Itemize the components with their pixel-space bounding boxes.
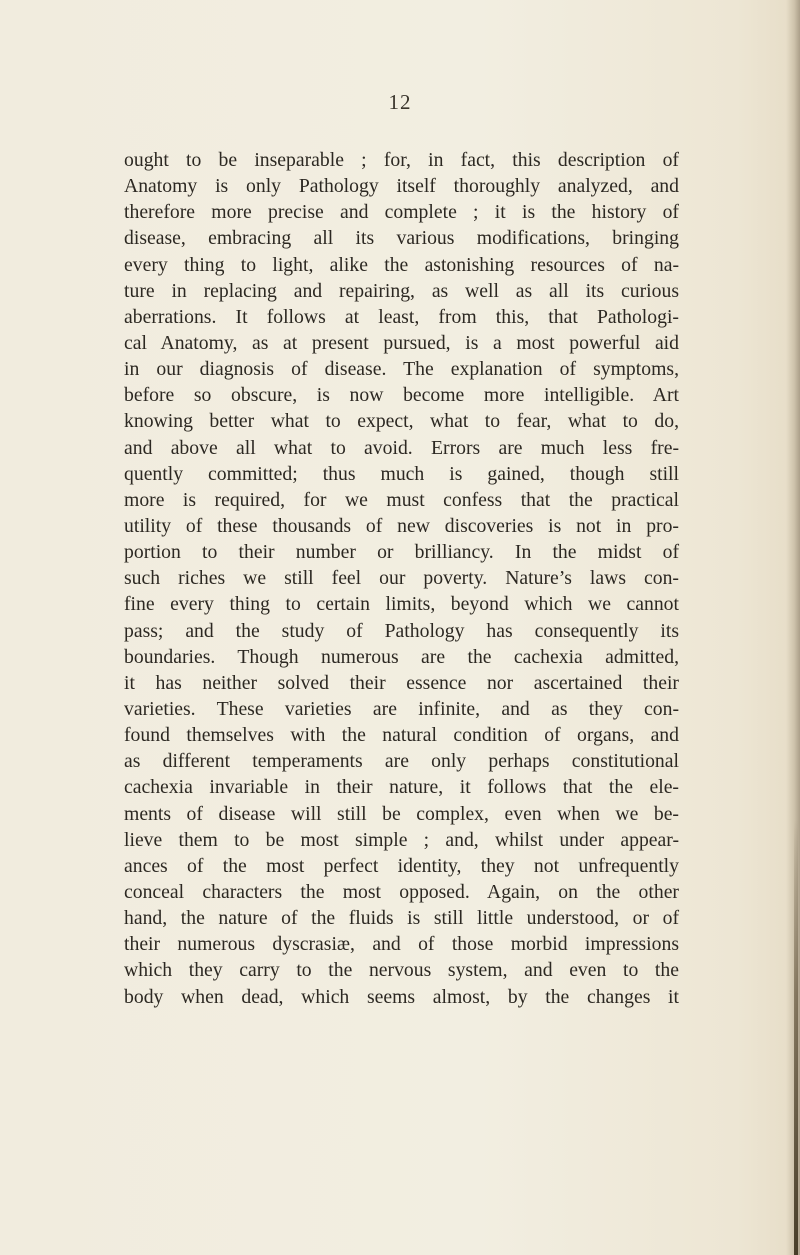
- text-line: disease, embracing all its various modifications, bringing: [124, 227, 679, 250]
- text-line: fine every thing to certain limits, beyond which we cannot: [124, 593, 679, 616]
- text-line: their numerous dyscrasiæ, and of those morbid impressions: [124, 933, 679, 956]
- text-line: in our diagnosis of disease. The explanation of symptoms,: [124, 358, 679, 381]
- text-line: and above all what to avoid. Errors are much less fre-: [124, 436, 679, 459]
- text-line: utility of these thousands of new discoveries is not in pro-: [124, 514, 679, 537]
- text-line: which they carry to the nervous system, and even to the: [124, 959, 679, 982]
- text-line: conceal characters the most opposed. Again, on the other: [124, 880, 679, 903]
- text-line: cachexia invariable in their nature, it follows that the ele-: [124, 776, 679, 799]
- text-line: ture in replacing and repairing, as well as all its curious: [124, 279, 679, 302]
- text-line: portion to their number or brilliancy. In the midst of: [124, 541, 679, 564]
- text-line: aberrations. It follows at least, from this, that Pathologi-: [124, 305, 679, 328]
- body-text: [124, 147, 679, 1010]
- text-line: pass; and the study of Pathology has consequently its: [124, 619, 679, 642]
- text-line: every thing to light, alike the astonishing resources of na-: [124, 253, 679, 276]
- text-line: as different temperaments are only perhaps constitutional: [124, 750, 679, 773]
- text-line: lieve them to be most simple ; and, whilst under appear-: [124, 828, 679, 851]
- text-line: before so obscure, is now become more intelligible. Art: [124, 384, 679, 407]
- text-line: boundaries. Though numerous are the cachexia admitted,: [124, 645, 679, 668]
- text-line: ances of the most perfect identity, they not unfrequently: [124, 854, 679, 877]
- text-line: more is required, for we must confess that the practical: [124, 488, 679, 511]
- text-line: found themselves with the natural condition of organs, and: [124, 724, 679, 747]
- text-line: such riches we still feel our poverty. Nature’s laws con-: [124, 567, 679, 590]
- text-line: ought to be inseparable ; for, in fact, this description of: [124, 149, 679, 171]
- page-number: 12: [388, 90, 412, 114]
- text-line: ments of disease will still be complex, even when we be-: [124, 802, 679, 825]
- text-line: therefore more precise and complete ; it is the history of: [124, 201, 679, 224]
- text-line: knowing better what to expect, what to fear, what to do,: [124, 410, 679, 433]
- text-line: hand, the nature of the fluids is still little understood, or of: [124, 907, 679, 930]
- page-binding-edge: [794, 820, 798, 1255]
- text-line: it has neither solved their essence nor ascertained their: [124, 671, 679, 694]
- text-line: quently committed; thus much is gained, though still: [124, 462, 679, 485]
- text-line: cal Anatomy, as at present pursued, is a most powerful aid: [124, 331, 679, 354]
- text-line: body when dead, which seems almost, by the changes it: [124, 985, 679, 1008]
- text-line: varieties. These varieties are infinite, and as they con-: [124, 697, 679, 720]
- text-line: Anatomy is only Pathology itself thoroughly analyzed, and: [124, 175, 679, 198]
